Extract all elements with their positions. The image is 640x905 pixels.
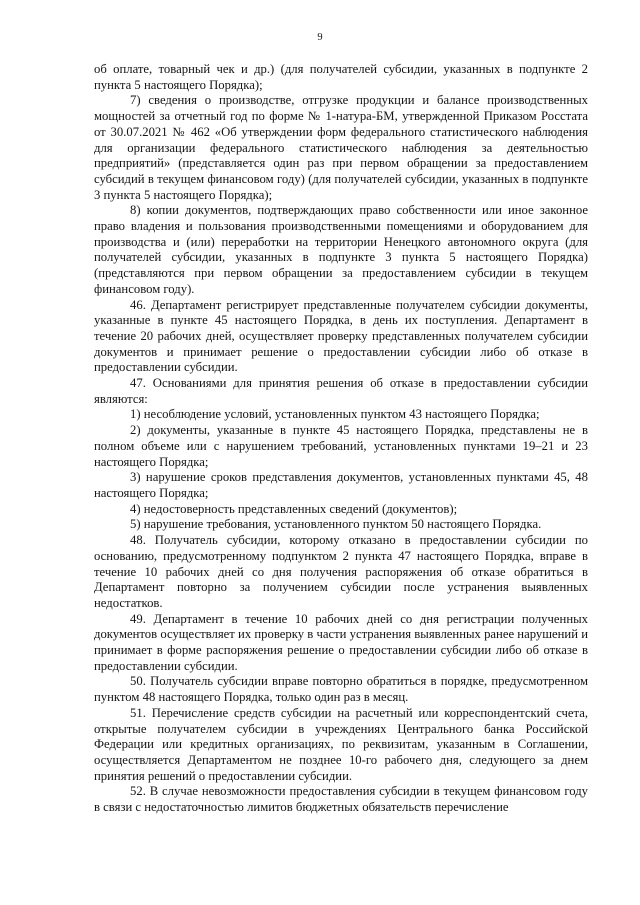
paragraph: 51. Перечисление средств субсидии на расчетный или корреспондентский счета, открытые получателем субсидии в учреждениях Центрального банка Российской Федерации или кредитных организациях, по реквизитам, указанным в Соглашении, осуществляется Департаментом не позднее 10-го рабочего дня, следующего за днем принятия решений о предоставлении субсидии. [94,705,588,783]
paragraph: 7) сведения о производстве, отгрузке продукции и балансе производственных мощностей за отчетный год по форме № 1-натура-БМ, утвержденной Приказом Росстата от 30.07.2021 № 462 «Об утверждении форм федерального статистического наблюдения для организации федерального статистического наблюдения за деятельностью предприятий» (представляется один раз при первом обращении за предоставлением субсидий в текущем финансовом году) (для получателей субсидии, указанных в подпункте 3 пункта 5 настоящего Порядка); [94,93,588,202]
paragraph: 1) несоблюдение условий, установленных пунктом 43 настоящего Порядка; [130,407,540,422]
paragraph: 46. Департамент регистрирует представленные получателем субсидии документы, указанные в пункте 45 настоящего Порядка, в день их поступления. Департамент в течение 20 рабочих дней, осуществляет проверку представленных получателем субсидии документов и принимает решение о предоставлении субсидии либо об отказе в предоставлении субсидии. [94,297,588,375]
paragraph: 52. В случае невозможности предоставления субсидии в текущем финансовом году в связи с недостаточностью лимитов бюджетных обязательств перечисление [94,784,588,815]
paragraph: 49. Департамент в течение 10 рабочих дней со дня регистрации полученных документов осуществляет их проверку в части устранения выявленных ранее нарушений и принимает в форме распоряжения решение о предоставлении субсидии либо об отказе в предоставлении субсидии. [94,611,588,673]
paragraph: 50. Получатель субсидии вправе повторно обратиться в порядке, предусмотренном пунктом 48 настоящего Порядка, только один раз в месяц. [94,674,588,705]
body-text [94,62,588,816]
paragraph: 48. Получатель субсидии, которому отказано в предоставлении субсидии по основанию, предусмотренному подпунктом 2 пункта 47 настоящего Порядка, вправе в течение 10 рабочих дней со дня получения распоряжения об отказе обратиться в Департамент повторно за получением субсидии после устранения выявленных недостатков. [94,533,588,610]
page-number: 9 [317,32,323,43]
paragraph: 4) недостоверность представленных сведений (документов); [130,501,458,516]
paragraph: 2) документы, указанные в пункте 45 настоящего Порядка, представлены не в полном объеме или с нарушением требований, установленных пунктами 19–21 и 23 настоящего Порядка; [94,423,588,469]
paragraph: 47. Основаниями для принятия решения об отказе в предоставлении субсидии являются: [94,376,588,406]
paragraph: 5) нарушение требования, установленного пунктом 50 настоящего Порядка. [130,517,542,532]
paragraph: 8) копии документов, подтверждающих право собственности или иное законное право владения и пользования производственными помещениями и оборудованием для производства и (или) переработки на территории Ненецкого автономного округа (для получателей субсидии, указанных в подпункте 3 пункта 5 настоящего Порядка) (представляются при первом обращении за предоставлением субсидии в текущем финансовом году). [94,203,588,296]
paragraph: 3) нарушение сроков представления документов, установленных пунктами 45, 48 настоящего Порядка; [94,470,588,500]
paragraph: об оплате, товарный чек и др.) (для получателей субсидии, указанных в подпункте 2 пункта 5 настоящего Порядка); [94,62,588,92]
